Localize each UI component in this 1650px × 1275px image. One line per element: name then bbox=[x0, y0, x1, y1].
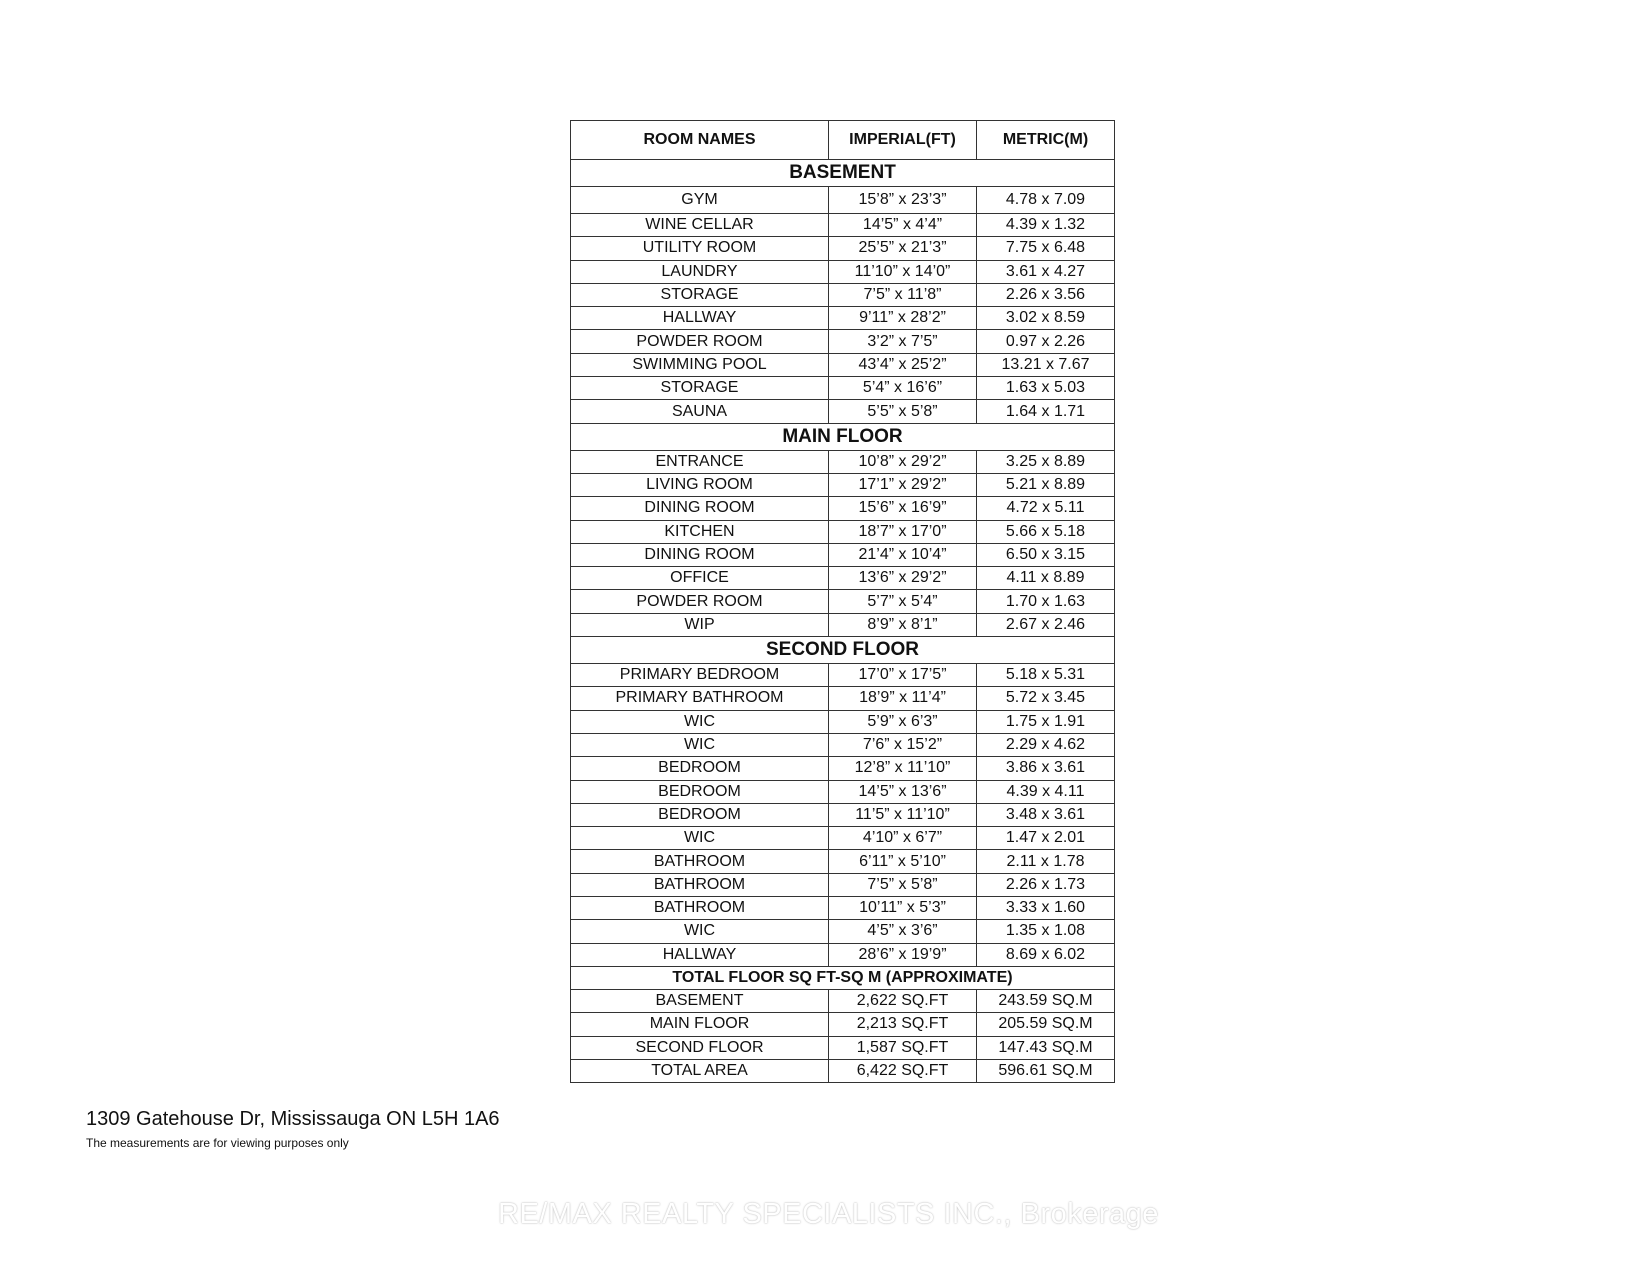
room-name-cell: WIP bbox=[571, 613, 829, 636]
metric-cell: 3.25 x 8.89 bbox=[977, 450, 1115, 473]
room-name-cell: WIC bbox=[571, 827, 829, 850]
room-name-cell: BASEMENT bbox=[571, 989, 829, 1012]
imperial-cell: 5’9” x 6’3” bbox=[829, 710, 977, 733]
table-row bbox=[571, 1059, 1115, 1082]
metric-cell: 3.86 x 3.61 bbox=[977, 757, 1115, 780]
table-row bbox=[571, 450, 1115, 473]
metric-cell: 2.26 x 3.56 bbox=[977, 283, 1115, 306]
table-row bbox=[571, 473, 1115, 496]
room-name-cell: STORAGE bbox=[571, 377, 829, 400]
metric-cell: 3.33 x 1.60 bbox=[977, 897, 1115, 920]
imperial-cell: 13’6” x 29’2” bbox=[829, 567, 977, 590]
table-row bbox=[571, 920, 1115, 943]
imperial-cell: 28’6” x 19’9” bbox=[829, 943, 977, 966]
metric-cell: 596.61 SQ.M bbox=[977, 1059, 1115, 1082]
room-name-cell: PRIMARY BATHROOM bbox=[571, 687, 829, 710]
table-row bbox=[571, 520, 1115, 543]
room-name-cell: HALLWAY bbox=[571, 943, 829, 966]
room-name-cell: KITCHEN bbox=[571, 520, 829, 543]
metric-cell: 1.75 x 1.91 bbox=[977, 710, 1115, 733]
imperial-cell: 14’5” x 4’4” bbox=[829, 214, 977, 237]
room-name-cell: BATHROOM bbox=[571, 850, 829, 873]
header-room-names: ROOM NAMES bbox=[571, 121, 829, 160]
room-name-cell: STORAGE bbox=[571, 283, 829, 306]
metric-cell: 4.72 x 5.11 bbox=[977, 497, 1115, 520]
imperial-cell: 2,213 SQ.FT bbox=[829, 1013, 977, 1036]
table-row bbox=[571, 803, 1115, 826]
metric-cell: 8.69 x 6.02 bbox=[977, 943, 1115, 966]
metric-cell: 4.11 x 8.89 bbox=[977, 567, 1115, 590]
table-row bbox=[571, 780, 1115, 803]
table-row bbox=[571, 260, 1115, 283]
table-row bbox=[571, 989, 1115, 1012]
table-row bbox=[571, 827, 1115, 850]
imperial-cell: 6,422 SQ.FT bbox=[829, 1059, 977, 1082]
table-row bbox=[571, 377, 1115, 400]
brokerage-watermark: RE/MAX REALTY SPECIALISTS INC., Brokerage bbox=[498, 1198, 1159, 1230]
imperial-cell: 21’4” x 10’4” bbox=[829, 543, 977, 566]
room-name-cell: TOTAL AREA bbox=[571, 1059, 829, 1082]
metric-cell: 2.67 x 2.46 bbox=[977, 613, 1115, 636]
table-row bbox=[571, 214, 1115, 237]
imperial-cell: 7’6” x 15’2” bbox=[829, 733, 977, 756]
room-name-cell: SWIMMING POOL bbox=[571, 353, 829, 376]
table-row bbox=[571, 873, 1115, 896]
room-name-cell: GYM bbox=[571, 187, 829, 214]
table-row bbox=[571, 943, 1115, 966]
metric-cell: 5.21 x 8.89 bbox=[977, 473, 1115, 496]
metric-cell: 2.11 x 1.78 bbox=[977, 850, 1115, 873]
imperial-cell: 17’0” x 17’5” bbox=[829, 664, 977, 687]
table-row bbox=[571, 664, 1115, 687]
imperial-cell: 7’5” x 11’8” bbox=[829, 283, 977, 306]
metric-cell: 5.66 x 5.18 bbox=[977, 520, 1115, 543]
imperial-cell: 5’4” x 16’6” bbox=[829, 377, 977, 400]
room-name-cell: BEDROOM bbox=[571, 780, 829, 803]
imperial-cell: 4’5” x 3’6” bbox=[829, 920, 977, 943]
room-name-cell: LIVING ROOM bbox=[571, 473, 829, 496]
section-header-row bbox=[571, 160, 1115, 187]
metric-cell: 4.39 x 4.11 bbox=[977, 780, 1115, 803]
imperial-cell: 17’1” x 29’2” bbox=[829, 473, 977, 496]
imperial-cell: 18’7” x 17’0” bbox=[829, 520, 977, 543]
table-row bbox=[571, 283, 1115, 306]
room-name-cell: ENTRANCE bbox=[571, 450, 829, 473]
imperial-cell: 10’11” x 5’3” bbox=[829, 897, 977, 920]
room-name-cell: OFFICE bbox=[571, 567, 829, 590]
imperial-cell: 2,622 SQ.FT bbox=[829, 989, 977, 1012]
room-name-cell: WIC bbox=[571, 710, 829, 733]
room-name-cell: LAUNDRY bbox=[571, 260, 829, 283]
metric-cell: 3.61 x 4.27 bbox=[977, 260, 1115, 283]
imperial-cell: 5’5” x 5’8” bbox=[829, 400, 977, 423]
imperial-cell: 14’5” x 13’6” bbox=[829, 780, 977, 803]
metric-cell: 1.70 x 1.63 bbox=[977, 590, 1115, 613]
metric-cell: 13.21 x 7.67 bbox=[977, 353, 1115, 376]
imperial-cell: 18’9” x 11’4” bbox=[829, 687, 977, 710]
section-title: BASEMENT bbox=[571, 160, 1115, 187]
table-row bbox=[571, 307, 1115, 330]
metric-cell: 7.75 x 6.48 bbox=[977, 237, 1115, 260]
imperial-cell: 3’2” x 7’5” bbox=[829, 330, 977, 353]
section-title: SECOND FLOOR bbox=[571, 637, 1115, 664]
header-row bbox=[571, 121, 1115, 160]
table-row bbox=[571, 353, 1115, 376]
section-header-row bbox=[571, 966, 1115, 989]
imperial-cell: 11’5” x 11’10” bbox=[829, 803, 977, 826]
room-measurements-table bbox=[570, 120, 1115, 1083]
imperial-cell: 10’8” x 29’2” bbox=[829, 450, 977, 473]
imperial-cell: 1,587 SQ.FT bbox=[829, 1036, 977, 1059]
room-name-cell: BEDROOM bbox=[571, 757, 829, 780]
metric-cell: 205.59 SQ.M bbox=[977, 1013, 1115, 1036]
imperial-cell: 12’8” x 11’10” bbox=[829, 757, 977, 780]
room-name-cell: BATHROOM bbox=[571, 897, 829, 920]
room-name-cell: BATHROOM bbox=[571, 873, 829, 896]
header-imperial: IMPERIAL(FT) bbox=[829, 121, 977, 160]
table-row bbox=[571, 687, 1115, 710]
room-name-cell: POWDER ROOM bbox=[571, 590, 829, 613]
room-name-cell: POWDER ROOM bbox=[571, 330, 829, 353]
table-header bbox=[571, 121, 1115, 160]
table-row bbox=[571, 733, 1115, 756]
metric-cell: 1.63 x 5.03 bbox=[977, 377, 1115, 400]
room-name-cell: HALLWAY bbox=[571, 307, 829, 330]
room-name-cell: WINE CELLAR bbox=[571, 214, 829, 237]
section-header-row bbox=[571, 423, 1115, 450]
measurement-disclaimer: The measurements are for viewing purposes only bbox=[86, 1136, 349, 1150]
table-row bbox=[571, 1013, 1115, 1036]
metric-cell: 3.48 x 3.61 bbox=[977, 803, 1115, 826]
section-header-row bbox=[571, 637, 1115, 664]
imperial-cell: 4’10” x 6’7” bbox=[829, 827, 977, 850]
table-row bbox=[571, 897, 1115, 920]
table-row bbox=[571, 1036, 1115, 1059]
table-row bbox=[571, 757, 1115, 780]
room-name-cell: SAUNA bbox=[571, 400, 829, 423]
metric-cell: 3.02 x 8.59 bbox=[977, 307, 1115, 330]
metric-cell: 6.50 x 3.15 bbox=[977, 543, 1115, 566]
room-name-cell: SECOND FLOOR bbox=[571, 1036, 829, 1059]
metric-cell: 5.18 x 5.31 bbox=[977, 664, 1115, 687]
room-name-cell: WIC bbox=[571, 733, 829, 756]
property-address: 1309 Gatehouse Dr, Mississauga ON L5H 1A6 bbox=[86, 1108, 500, 1130]
header-metric: METRIC(M) bbox=[977, 121, 1115, 160]
metric-cell: 0.97 x 2.26 bbox=[977, 330, 1115, 353]
imperial-cell: 8’9” x 8’1” bbox=[829, 613, 977, 636]
metric-cell: 243.59 SQ.M bbox=[977, 989, 1115, 1012]
table-row bbox=[571, 400, 1115, 423]
table-row bbox=[571, 590, 1115, 613]
metric-cell: 4.78 x 7.09 bbox=[977, 187, 1115, 214]
metric-cell: 2.29 x 4.62 bbox=[977, 733, 1115, 756]
room-name-cell: PRIMARY BEDROOM bbox=[571, 664, 829, 687]
room-name-cell: BEDROOM bbox=[571, 803, 829, 826]
table-row bbox=[571, 543, 1115, 566]
table-row bbox=[571, 710, 1115, 733]
section-title: MAIN FLOOR bbox=[571, 423, 1115, 450]
metric-cell: 2.26 x 1.73 bbox=[977, 873, 1115, 896]
room-name-cell: DINING ROOM bbox=[571, 497, 829, 520]
imperial-cell: 11’10” x 14’0” bbox=[829, 260, 977, 283]
metric-cell: 5.72 x 3.45 bbox=[977, 687, 1115, 710]
table-row bbox=[571, 187, 1115, 214]
table-body bbox=[571, 160, 1115, 1083]
imperial-cell: 25’5” x 21’3” bbox=[829, 237, 977, 260]
room-name-cell: UTILITY ROOM bbox=[571, 237, 829, 260]
room-name-cell: WIC bbox=[571, 920, 829, 943]
metric-cell: 1.35 x 1.08 bbox=[977, 920, 1115, 943]
imperial-cell: 5’7” x 5’4” bbox=[829, 590, 977, 613]
room-name-cell: MAIN FLOOR bbox=[571, 1013, 829, 1036]
imperial-cell: 43’4” x 25’2” bbox=[829, 353, 977, 376]
imperial-cell: 9’11” x 28’2” bbox=[829, 307, 977, 330]
metric-cell: 1.47 x 2.01 bbox=[977, 827, 1115, 850]
metric-cell: 1.64 x 1.71 bbox=[977, 400, 1115, 423]
metric-cell: 147.43 SQ.M bbox=[977, 1036, 1115, 1059]
table-row bbox=[571, 237, 1115, 260]
imperial-cell: 15’6” x 16’9” bbox=[829, 497, 977, 520]
table-row bbox=[571, 613, 1115, 636]
imperial-cell: 7’5” x 5’8” bbox=[829, 873, 977, 896]
room-name-cell: DINING ROOM bbox=[571, 543, 829, 566]
table-row bbox=[571, 497, 1115, 520]
table-row bbox=[571, 567, 1115, 590]
table-row bbox=[571, 330, 1115, 353]
section-title: TOTAL FLOOR SQ FT-SQ M (APPROXIMATE) bbox=[571, 966, 1115, 989]
imperial-cell: 15’8” x 23’3” bbox=[829, 187, 977, 214]
imperial-cell: 6’11” x 5’10” bbox=[829, 850, 977, 873]
metric-cell: 4.39 x 1.32 bbox=[977, 214, 1115, 237]
table-row bbox=[571, 850, 1115, 873]
